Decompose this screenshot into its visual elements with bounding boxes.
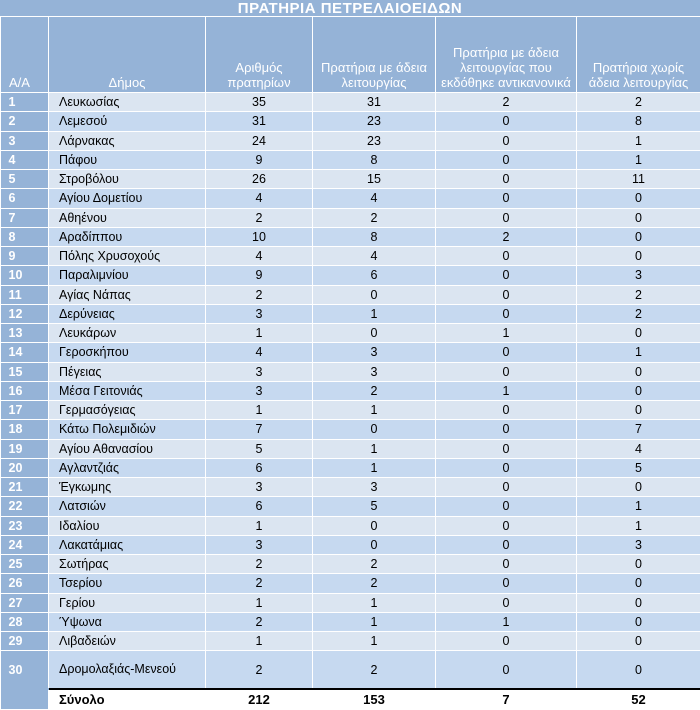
- row-me-adeia: 2: [313, 208, 436, 227]
- row-antikanonika: 0: [436, 247, 577, 266]
- table-row: [1, 420, 700, 439]
- row-me-adeia: 0: [313, 285, 436, 304]
- table-row: [1, 170, 700, 189]
- row-aa: 19: [1, 439, 49, 458]
- total-row: [1, 689, 700, 710]
- row-antikanonika: 0: [436, 574, 577, 593]
- row-antikanonika: 0: [436, 593, 577, 612]
- row-aa: 30: [1, 651, 49, 690]
- row-arithmos: 9: [206, 266, 313, 285]
- row-arithmos: 3: [206, 478, 313, 497]
- table-row: [1, 150, 700, 169]
- row-aa: 12: [1, 304, 49, 323]
- row-dimos: Μέσα Γειτονιάς: [49, 381, 206, 400]
- table-row: [1, 247, 700, 266]
- row-dimos: Δερύνειας: [49, 304, 206, 323]
- row-arithmos: 1: [206, 324, 313, 343]
- row-xoris-adeia: 1: [577, 150, 700, 169]
- row-aa: 21: [1, 478, 49, 497]
- table-row: [1, 478, 700, 497]
- row-arithmos: 3: [206, 304, 313, 323]
- row-dimos: Αγίου Δομετίου: [49, 189, 206, 208]
- row-me-adeia: 1: [313, 612, 436, 631]
- row-dimos: Στροβόλου: [49, 170, 206, 189]
- row-antikanonika: 0: [436, 632, 577, 651]
- row-aa: 10: [1, 266, 49, 285]
- row-xoris-adeia: 0: [577, 362, 700, 381]
- row-aa: 26: [1, 574, 49, 593]
- row-me-adeia: 4: [313, 189, 436, 208]
- row-dimos: Αγίας Νάπας: [49, 285, 206, 304]
- row-dimos: Λακατάμιας: [49, 535, 206, 554]
- row-xoris-adeia: 1: [577, 343, 700, 362]
- row-arithmos: 6: [206, 497, 313, 516]
- row-xoris-adeia: 2: [577, 93, 700, 112]
- row-aa: 28: [1, 612, 49, 631]
- header-antikanonika: Πρατήρια με άδεια λειτουργίας που εκδόθηκε αντικανονικά: [436, 17, 577, 93]
- row-dimos: Ύψωνα: [49, 612, 206, 631]
- table-row: [1, 285, 700, 304]
- table-row: [1, 651, 700, 690]
- row-dimos: Γερίου: [49, 593, 206, 612]
- row-me-adeia: 0: [313, 324, 436, 343]
- row-arithmos: 2: [206, 612, 313, 631]
- row-me-adeia: 0: [313, 516, 436, 535]
- row-antikanonika: 2: [436, 93, 577, 112]
- table-row: [1, 516, 700, 535]
- row-dimos: Έγκωμης: [49, 478, 206, 497]
- row-antikanonika: 0: [436, 189, 577, 208]
- row-dimos: Λεμεσού: [49, 112, 206, 131]
- row-antikanonika: 1: [436, 381, 577, 400]
- row-antikanonika: 0: [436, 401, 577, 420]
- row-antikanonika: 0: [436, 497, 577, 516]
- table-row: [1, 131, 700, 150]
- row-arithmos: 1: [206, 632, 313, 651]
- row-xoris-adeia: 5: [577, 458, 700, 477]
- row-xoris-adeia: 0: [577, 381, 700, 400]
- row-xoris-adeia: 3: [577, 535, 700, 554]
- row-arithmos: 10: [206, 227, 313, 246]
- row-aa: 29: [1, 632, 49, 651]
- row-antikanonika: 0: [436, 304, 577, 323]
- row-me-adeia: 5: [313, 497, 436, 516]
- row-me-adeia: 3: [313, 343, 436, 362]
- stations-table: [0, 16, 700, 710]
- table-row: [1, 555, 700, 574]
- total-unlicensed: 52: [577, 689, 700, 710]
- row-xoris-adeia: 0: [577, 612, 700, 631]
- row-xoris-adeia: 0: [577, 632, 700, 651]
- row-xoris-adeia: 1: [577, 516, 700, 535]
- row-dimos: Κάτω Πολεμιδιών: [49, 420, 206, 439]
- row-dimos: Λατσιών: [49, 497, 206, 516]
- row-me-adeia: 2: [313, 574, 436, 593]
- row-aa: 23: [1, 516, 49, 535]
- row-me-adeia: 31: [313, 93, 436, 112]
- row-dimos: Πέγειας: [49, 362, 206, 381]
- row-aa: 2: [1, 112, 49, 131]
- row-antikanonika: 0: [436, 555, 577, 574]
- row-antikanonika: 0: [436, 285, 577, 304]
- row-dimos: Αθηένου: [49, 208, 206, 227]
- row-xoris-adeia: 0: [577, 208, 700, 227]
- table-row: [1, 632, 700, 651]
- header-xoris-adeia: Πρατήρια χωρίς άδεια λειτουργίας: [577, 17, 700, 93]
- row-aa: 7: [1, 208, 49, 227]
- total-irregular: 7: [436, 689, 577, 710]
- row-xoris-adeia: 0: [577, 478, 700, 497]
- header-dimos: Δήμος: [49, 17, 206, 93]
- row-antikanonika: 0: [436, 420, 577, 439]
- row-antikanonika: 0: [436, 478, 577, 497]
- row-arithmos: 5: [206, 439, 313, 458]
- row-aa: 22: [1, 497, 49, 516]
- row-arithmos: 9: [206, 150, 313, 169]
- row-dimos: Λιβαδειών: [49, 632, 206, 651]
- row-arithmos: 2: [206, 574, 313, 593]
- row-dimos: Αγίου Αθανασίου: [49, 439, 206, 458]
- row-xoris-adeia: 2: [577, 304, 700, 323]
- row-arithmos: 26: [206, 170, 313, 189]
- row-aa: 18: [1, 420, 49, 439]
- row-arithmos: 35: [206, 93, 313, 112]
- row-aa: 17: [1, 401, 49, 420]
- row-aa: 8: [1, 227, 49, 246]
- row-dimos: Σωτήρας: [49, 555, 206, 574]
- row-arithmos: 6: [206, 458, 313, 477]
- row-aa: 25: [1, 555, 49, 574]
- row-arithmos: 3: [206, 535, 313, 554]
- table-row: [1, 612, 700, 631]
- row-xoris-adeia: 0: [577, 227, 700, 246]
- row-dimos: Τσερίου: [49, 574, 206, 593]
- row-antikanonika: 2: [436, 227, 577, 246]
- total-count: 212: [206, 689, 313, 710]
- row-xoris-adeia: 0: [577, 555, 700, 574]
- row-me-adeia: 3: [313, 478, 436, 497]
- row-antikanonika: 0: [436, 343, 577, 362]
- row-me-adeia: 4: [313, 247, 436, 266]
- row-xoris-adeia: 0: [577, 189, 700, 208]
- row-arithmos: 2: [206, 651, 313, 690]
- table-row: [1, 189, 700, 208]
- table-row: [1, 362, 700, 381]
- total-licensed: 153: [313, 689, 436, 710]
- row-aa: 24: [1, 535, 49, 554]
- row-dimos: Λάρνακας: [49, 131, 206, 150]
- row-xoris-adeia: 2: [577, 285, 700, 304]
- row-me-adeia: 1: [313, 593, 436, 612]
- table-row: [1, 574, 700, 593]
- table-row: [1, 535, 700, 554]
- row-arithmos: 24: [206, 131, 313, 150]
- table-row: [1, 401, 700, 420]
- row-arithmos: 1: [206, 593, 313, 612]
- row-antikanonika: 1: [436, 612, 577, 631]
- row-aa: 14: [1, 343, 49, 362]
- row-aa: 6: [1, 189, 49, 208]
- row-me-adeia: 23: [313, 112, 436, 131]
- row-me-adeia: 0: [313, 535, 436, 554]
- table-row: [1, 381, 700, 400]
- row-me-adeia: 8: [313, 227, 436, 246]
- row-me-adeia: 15: [313, 170, 436, 189]
- total-label: Σύνολο: [49, 689, 206, 710]
- table-row: [1, 324, 700, 343]
- row-arithmos: 3: [206, 381, 313, 400]
- row-xoris-adeia: 0: [577, 324, 700, 343]
- row-me-adeia: 2: [313, 555, 436, 574]
- row-aa: 3: [1, 131, 49, 150]
- row-aa: 5: [1, 170, 49, 189]
- row-aa: 16: [1, 381, 49, 400]
- row-me-adeia: 6: [313, 266, 436, 285]
- row-arithmos: 4: [206, 189, 313, 208]
- row-xoris-adeia: 4: [577, 439, 700, 458]
- total-aa: [1, 689, 49, 710]
- row-dimos: Λευκωσίας: [49, 93, 206, 112]
- row-xoris-adeia: 0: [577, 247, 700, 266]
- row-antikanonika: 0: [436, 535, 577, 554]
- row-me-adeia: 23: [313, 131, 436, 150]
- row-antikanonika: 0: [436, 208, 577, 227]
- row-me-adeia: 1: [313, 439, 436, 458]
- table-row: [1, 266, 700, 285]
- header-arithmos: Αριθμός πρατηρίων: [206, 17, 313, 93]
- row-dimos: Γερμασόγειας: [49, 401, 206, 420]
- row-antikanonika: 0: [436, 439, 577, 458]
- row-antikanonika: 0: [436, 150, 577, 169]
- row-dimos: Αραδίππου: [49, 227, 206, 246]
- table-row: [1, 497, 700, 516]
- table-row: [1, 458, 700, 477]
- row-me-adeia: 0: [313, 420, 436, 439]
- table-row: [1, 112, 700, 131]
- row-aa: 11: [1, 285, 49, 304]
- row-me-adeia: 8: [313, 150, 436, 169]
- row-me-adeia: 2: [313, 651, 436, 690]
- row-xoris-adeia: 8: [577, 112, 700, 131]
- row-arithmos: 4: [206, 247, 313, 266]
- row-arithmos: 4: [206, 343, 313, 362]
- row-aa: 27: [1, 593, 49, 612]
- row-dimos: Γεροσκήπου: [49, 343, 206, 362]
- row-antikanonika: 0: [436, 458, 577, 477]
- row-xoris-adeia: 0: [577, 651, 700, 690]
- row-aa: 1: [1, 93, 49, 112]
- row-dimos: Λευκάρων: [49, 324, 206, 343]
- row-me-adeia: 2: [313, 381, 436, 400]
- row-me-adeia: 1: [313, 304, 436, 323]
- table-row: [1, 208, 700, 227]
- row-arithmos: 2: [206, 555, 313, 574]
- row-arithmos: 2: [206, 285, 313, 304]
- row-xoris-adeia: 1: [577, 131, 700, 150]
- row-xoris-adeia: 0: [577, 401, 700, 420]
- table-row: [1, 439, 700, 458]
- header-row: [1, 17, 700, 93]
- row-xoris-adeia: 3: [577, 266, 700, 285]
- row-antikanonika: 0: [436, 131, 577, 150]
- row-me-adeia: 1: [313, 401, 436, 420]
- row-antikanonika: 0: [436, 651, 577, 690]
- row-xoris-adeia: 1: [577, 497, 700, 516]
- table-title: ΠΡΑΤΗΡΙΑ ΠΕΤΡΕΛΑΙΟΕΙΔΩΝ: [0, 0, 700, 16]
- table-row: [1, 304, 700, 323]
- row-antikanonika: 0: [436, 516, 577, 535]
- row-dimos: Παραλιμνίου: [49, 266, 206, 285]
- table-row: [1, 93, 700, 112]
- row-xoris-adeia: 0: [577, 593, 700, 612]
- row-aa: 15: [1, 362, 49, 381]
- table-body: [1, 93, 700, 690]
- row-antikanonika: 0: [436, 112, 577, 131]
- row-arithmos: 31: [206, 112, 313, 131]
- row-antikanonika: 0: [436, 266, 577, 285]
- row-dimos: Αγλαντζιάς: [49, 458, 206, 477]
- row-me-adeia: 1: [313, 632, 436, 651]
- row-me-adeia: 3: [313, 362, 436, 381]
- row-antikanonika: 1: [436, 324, 577, 343]
- row-arithmos: 7: [206, 420, 313, 439]
- row-dimos: Πόλης Χρυσοχούς: [49, 247, 206, 266]
- row-aa: 20: [1, 458, 49, 477]
- table-row: [1, 593, 700, 612]
- table-row: [1, 227, 700, 246]
- row-dimos: Ιδαλίου: [49, 516, 206, 535]
- row-xoris-adeia: 7: [577, 420, 700, 439]
- table-row: [1, 343, 700, 362]
- row-arithmos: 3: [206, 362, 313, 381]
- row-aa: 13: [1, 324, 49, 343]
- header-me-adeia: Πρατήρια με άδεια λειτουργίας: [313, 17, 436, 93]
- header-aa: Α/Α: [1, 17, 49, 93]
- row-xoris-adeia: 11: [577, 170, 700, 189]
- row-antikanonika: 0: [436, 362, 577, 381]
- row-aa: 9: [1, 247, 49, 266]
- row-antikanonika: 0: [436, 170, 577, 189]
- row-arithmos: 1: [206, 516, 313, 535]
- row-xoris-adeia: 0: [577, 574, 700, 593]
- row-aa: 4: [1, 150, 49, 169]
- row-arithmos: 2: [206, 208, 313, 227]
- row-dimos: Δρομολαξιάς-Μενεού: [49, 651, 206, 690]
- row-me-adeia: 1: [313, 458, 436, 477]
- row-arithmos: 1: [206, 401, 313, 420]
- row-dimos: Πάφου: [49, 150, 206, 169]
